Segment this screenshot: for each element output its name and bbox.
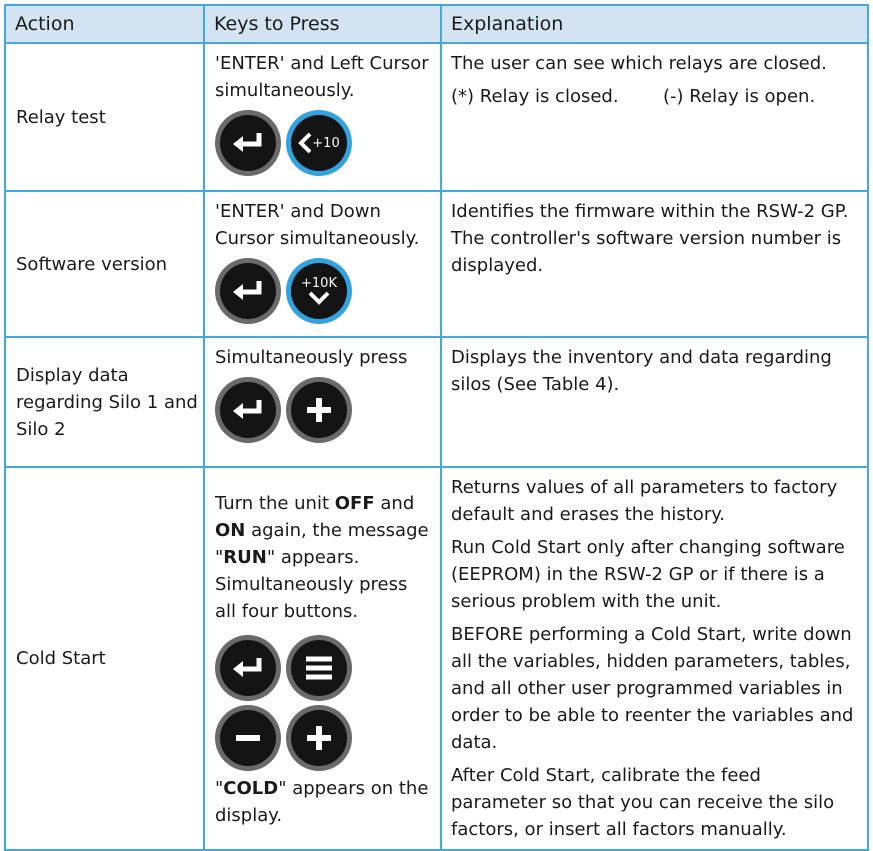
relay-open-text: (-) Relay is open. [663,86,816,107]
keys-text: Simultaneously press [215,347,408,368]
enter-icon [231,279,265,303]
menu-button[interactable] [286,635,352,701]
header-keys: Keys to Press [204,5,441,43]
table-row [5,467,868,850]
action-cell: Display data regarding Silo 1 and Silo 2 [5,337,204,467]
plus-icon [304,723,334,753]
left-cursor-label: +10 [312,135,340,151]
action-cell: Cold Start [5,467,204,850]
relay-closed-text: (*) Relay is closed. [451,86,619,107]
explanation-cell [441,467,868,850]
button-group [215,635,434,701]
plus-icon [304,395,334,425]
left-cursor-button[interactable] [286,110,352,176]
relay-legend [451,83,861,110]
keys-cell [204,467,441,850]
enter-button[interactable] [215,258,281,324]
explanation-text: After Cold Start, calibrate the feed parameter so that you can receive the silo factors, or insert all factors manually. [451,765,835,840]
explanation-text: Returns values of all parameters to factory default and erases the history. [451,477,838,525]
left-cursor-icon [298,132,312,154]
button-group [215,705,434,771]
button-group [215,258,434,324]
plus-button[interactable] [286,377,352,443]
explanation-cell [441,191,868,337]
minus-button[interactable] [215,705,281,771]
enter-button[interactable] [215,635,281,701]
keys-text: 'ENTER' and Left Cursor simultaneously. [215,53,429,101]
header-row [5,5,868,43]
keys-cell [204,191,441,337]
action-cell: Relay test [5,43,204,191]
keys-text: Turn the unit OFF and ON again, the message "RUN" appears. Simultaneously press all four buttons. [215,493,429,622]
enter-icon [231,656,265,680]
explanation-text: Displays the inventory and data regarding silos (See Table 4). [451,347,832,395]
explanation-text: The user can see which relays are closed. [451,53,827,74]
plus-button[interactable] [286,705,352,771]
menu-icon [304,655,334,681]
action-cell: Software version [5,191,204,337]
button-group [215,110,434,176]
down-cursor-button[interactable] [286,258,352,324]
down-cursor-icon [308,291,330,305]
enter-icon [231,131,265,155]
table-row [5,337,868,467]
button-group [215,377,434,443]
explanation-cell [441,337,868,467]
down-cursor-label: +10K [301,276,337,291]
keys-cell [204,337,441,467]
minus-icon [233,723,263,753]
header-explanation: Explanation [441,5,868,43]
enter-button[interactable] [215,110,281,176]
enter-icon [231,398,265,422]
keys-text: 'ENTER' and Down Cursor simultaneously. [215,201,420,249]
explanation-text: BEFORE performing a Cold Start, write down all the variables, hidden parameters, tables, and all other user programmed variables in order to be able to reenter the variables and data. [451,624,854,753]
table-row [5,43,868,191]
explanation-text: Identifies the firmware within the RSW-2 GP. The controller's software version number is displayed. [451,201,849,276]
enter-button[interactable] [215,377,281,443]
explanation-text: Run Cold Start only after changing software (EEPROM) in the RSW-2 GP or if there is a serious problem with the unit. [451,537,845,612]
cold-message-text: "COLD" appears on the display. [215,778,429,826]
explanation-cell [441,43,868,191]
table-row [5,191,868,337]
keys-cell [204,43,441,191]
commands-table [4,4,869,851]
header-action: Action [5,5,204,43]
